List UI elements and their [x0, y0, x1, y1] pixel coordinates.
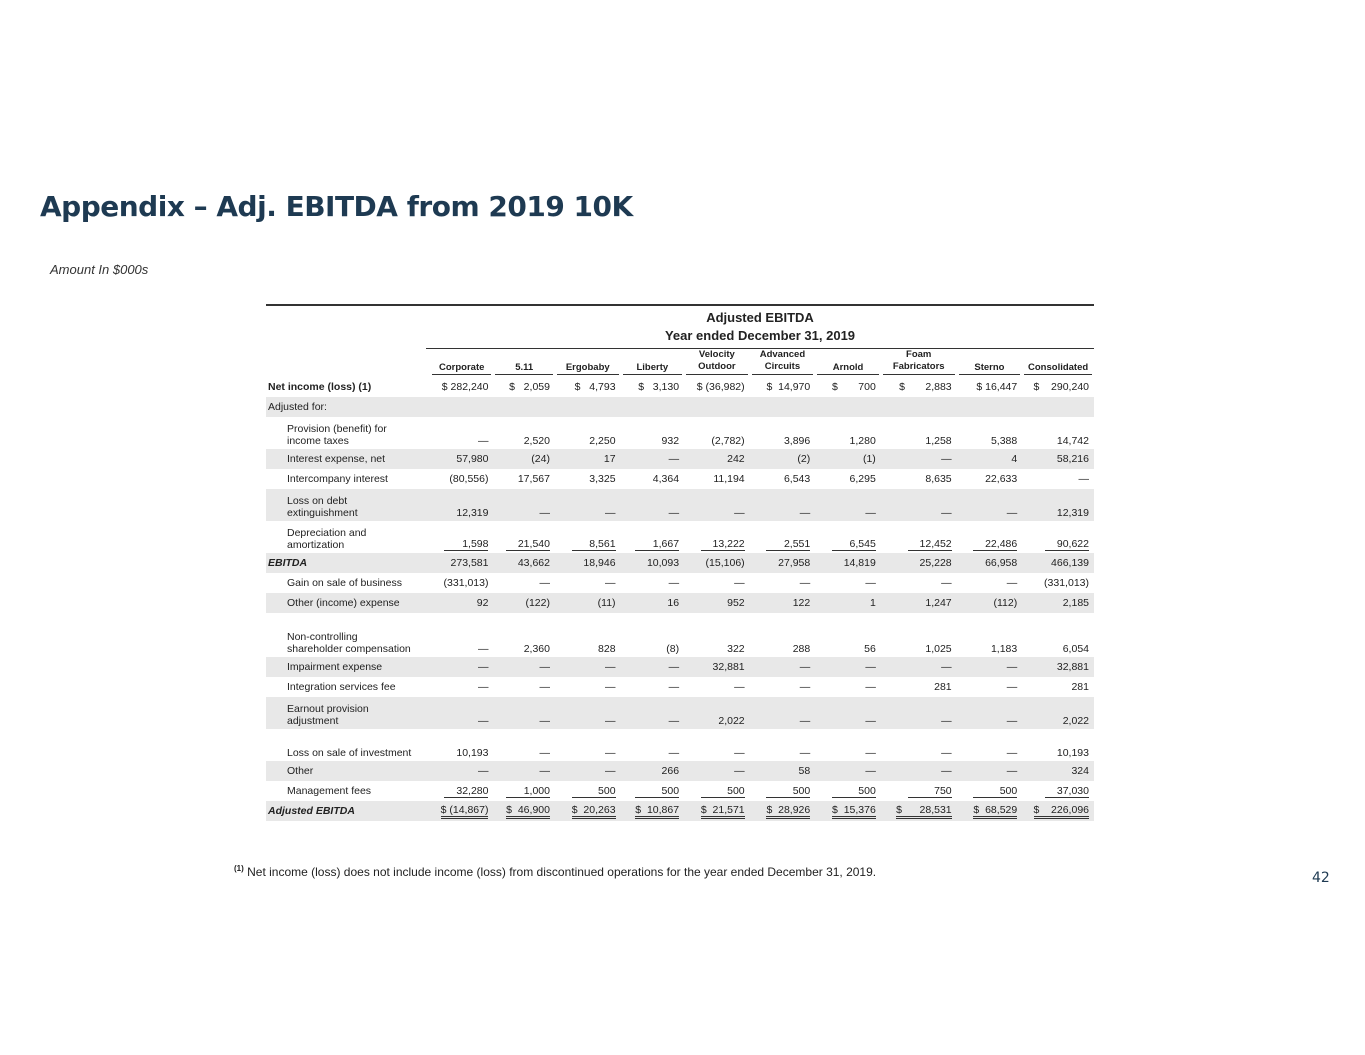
cell-value: 10,193: [456, 747, 489, 759]
cell-value: —: [750, 489, 816, 521]
cell-value: 2,551: [750, 521, 816, 553]
col-header: Arnold: [815, 349, 881, 377]
cell-value: —: [605, 577, 616, 589]
cell-value: —: [815, 697, 881, 729]
cell-value: —: [621, 449, 685, 469]
cell-value: —: [684, 489, 750, 521]
table-row: [266, 729, 1094, 761]
cell-value: —: [1078, 473, 1089, 485]
col-header: Corporate: [430, 349, 494, 377]
cell-value: 932: [661, 435, 680, 447]
table-row: [266, 761, 1094, 781]
row-label: Earnout provision adjustment: [266, 697, 430, 729]
cell-value: $ 290,240: [1033, 381, 1089, 393]
cell-value: —: [493, 761, 554, 781]
cell-value: 92: [430, 593, 494, 613]
table-row: [266, 593, 1094, 613]
cell-value: 12,319: [1022, 489, 1094, 521]
cell-value: 6,054: [1062, 643, 1089, 655]
cell-value: 32,881: [1022, 657, 1094, 677]
row-label: Provision (benefit) for income taxes: [287, 423, 387, 447]
cell-value: —: [815, 489, 881, 521]
cell-value: 66,958: [957, 553, 1023, 573]
cell-value: 273,581: [430, 553, 494, 573]
cell-value: $ 4,793: [574, 381, 616, 393]
cell-value: 90,622: [1022, 521, 1094, 553]
cell-value: 4: [957, 449, 1023, 469]
cell-value: 2,022: [684, 697, 750, 729]
cell-value: —: [621, 489, 685, 521]
cell-value: 17: [555, 449, 621, 469]
cell-value: 1: [815, 593, 881, 613]
cell-value: —: [555, 657, 621, 677]
cell-value: —: [750, 697, 816, 729]
row-label: Net income (loss) (1): [268, 381, 372, 393]
footnote-text: Net income (loss) does not include income (loss) from discontinued operations for the year ended December 31, 2019.: [243, 865, 877, 879]
cell-value: 3,325: [589, 473, 616, 485]
footnote: [234, 864, 876, 879]
cell-value: 1,247: [881, 593, 957, 613]
cell-value: 500: [957, 781, 1023, 801]
cell-value: (2): [750, 449, 816, 469]
cell-value: —: [865, 747, 876, 759]
column-header-row: [266, 349, 1094, 377]
cell-value: $ 282,240: [441, 381, 489, 393]
cell-value: 43,662: [493, 553, 554, 573]
cell-value: —: [1006, 681, 1018, 693]
cell-value: —: [734, 681, 745, 693]
cell-value: 37,030: [1022, 781, 1094, 801]
ebitda-grid: [266, 349, 1094, 821]
cell-value: 242: [684, 449, 750, 469]
row-label: Depreciation and amortization: [287, 527, 367, 551]
cell-value: 21,540: [493, 521, 554, 553]
cell-value: $ 28,531: [881, 801, 957, 821]
cell-value: —: [605, 747, 616, 759]
table-period: Year ended December 31, 2019: [426, 328, 1094, 349]
cell-value: —: [539, 747, 550, 759]
cell-value: [750, 397, 816, 417]
cell-value: 5,388: [990, 435, 1018, 447]
cell-value: 2,520: [523, 435, 550, 447]
cell-value: 288: [792, 643, 811, 655]
cell-value: —: [941, 577, 952, 589]
cell-value: 32,881: [684, 657, 750, 677]
cell-value: —: [493, 489, 554, 521]
cell-value: —: [957, 657, 1023, 677]
cell-value: 10,193: [1056, 747, 1089, 759]
cell-value: 8,635: [925, 473, 952, 485]
cell-value: [555, 397, 621, 417]
table-row: [266, 781, 1094, 801]
col-header: Sterno: [957, 349, 1023, 377]
row-label: Other (income) expense: [266, 593, 430, 613]
cell-value: —: [1006, 747, 1018, 759]
cell-value: (24): [493, 449, 554, 469]
row-label: EBITDA: [266, 553, 430, 573]
cell-value: —: [957, 697, 1023, 729]
cell-value: 27,958: [750, 553, 816, 573]
cell-value: —: [941, 747, 952, 759]
cell-value: 500: [555, 781, 621, 801]
row-label: Intercompany interest: [287, 473, 388, 485]
cell-value: 6,295: [849, 473, 876, 485]
adjusted-ebitda-table: [266, 304, 1094, 821]
cell-value: 14,742: [1056, 435, 1089, 447]
cell-value: —: [668, 577, 680, 589]
cell-value: 266: [621, 761, 685, 781]
cell-value: —: [957, 761, 1023, 781]
cell-value: $ 14,970: [766, 381, 811, 393]
cell-value: (1): [815, 449, 881, 469]
table-row: [266, 573, 1094, 593]
table-row: [266, 489, 1094, 521]
cell-value: 1,258: [925, 435, 952, 447]
cell-value: 4,364: [652, 473, 680, 485]
cell-value: 12,452: [881, 521, 957, 553]
cell-value: 952: [684, 593, 750, 613]
cell-value: —: [750, 657, 816, 677]
row-label: Gain on sale of business: [287, 577, 402, 589]
cell-value: —: [621, 657, 685, 677]
cell-value: 750: [881, 781, 957, 801]
cell-value: [1022, 397, 1094, 417]
cell-value: —: [865, 681, 876, 693]
cell-value: (122): [493, 593, 554, 613]
cell-value: $ 10,867: [621, 801, 685, 821]
cell-value: 6,545: [815, 521, 881, 553]
row-label: Loss on sale of investment: [287, 747, 412, 759]
cell-value: (15,106): [684, 553, 750, 573]
cell-value: —: [430, 697, 494, 729]
cell-value: —: [1006, 577, 1018, 589]
cell-value: 281: [1071, 681, 1089, 693]
cell-value: —: [555, 489, 621, 521]
cell-value: $ 68,529: [957, 801, 1023, 821]
cell-value: [493, 397, 554, 417]
col-header: Advanced Circuits: [750, 349, 816, 377]
cell-value: (331,013): [443, 577, 489, 589]
cell-value: —: [881, 449, 957, 469]
cell-value: 2,360: [523, 643, 550, 655]
cell-value: (2,782): [711, 435, 745, 447]
amount-note: Amount In $000s: [50, 262, 149, 277]
cell-value: —: [881, 761, 957, 781]
cell-value: —: [734, 577, 745, 589]
cell-value: $ 226,096: [1022, 801, 1094, 821]
cell-value: 58: [750, 761, 816, 781]
col-header: Foam Fabricators: [881, 349, 957, 377]
cell-value: —: [555, 761, 621, 781]
cell-value: 22,486: [957, 521, 1023, 553]
cell-value: 1,183: [990, 643, 1018, 655]
cell-value: $ (14,867): [430, 801, 494, 821]
cell-value: —: [430, 761, 494, 781]
cell-value: 8,561: [555, 521, 621, 553]
cell-value: [957, 397, 1023, 417]
cell-value: 500: [815, 781, 881, 801]
cell-value: $ 20,263: [555, 801, 621, 821]
cell-value: $ 21,571: [684, 801, 750, 821]
cell-value: $ (36,982): [696, 381, 745, 393]
cell-value: 6,543: [783, 473, 811, 485]
cell-value: —: [881, 657, 957, 677]
cell-value: 1,025: [925, 643, 952, 655]
cell-value: 32,280: [430, 781, 494, 801]
col-header: Ergobaby: [555, 349, 621, 377]
row-label: Management fees: [287, 785, 372, 797]
cell-value: —: [477, 643, 489, 655]
cell-value: 322: [727, 643, 745, 655]
cell-value: $ 2,059: [509, 381, 550, 393]
row-label: Loss on debt extinguishment: [266, 489, 430, 521]
row-label: Adjusted EBITDA: [266, 801, 430, 821]
row-label: Interest expense, net: [266, 449, 430, 469]
cell-value: —: [799, 747, 811, 759]
row-label: Impairment expense: [266, 657, 430, 677]
table-row: [266, 417, 1094, 449]
table-row: [266, 677, 1094, 697]
table-row: [266, 613, 1094, 657]
cell-value: —: [734, 747, 745, 759]
cell-value: 324: [1022, 761, 1094, 781]
cell-value: 2,250: [589, 435, 616, 447]
slide-title: Appendix – Adj. EBITDA from 2019 10K: [40, 190, 633, 223]
cell-value: 16: [621, 593, 685, 613]
cell-value: 10,093: [621, 553, 685, 573]
cell-value: 11,194: [713, 473, 745, 485]
table-row: [266, 377, 1094, 397]
table-row: [266, 553, 1094, 573]
cell-value: 58,216: [1022, 449, 1094, 469]
cell-value: 2,022: [1022, 697, 1094, 729]
row-label: Other: [266, 761, 430, 781]
cell-value: 1,280: [849, 435, 876, 447]
table-row: [266, 449, 1094, 469]
cell-value: $ 3,130: [638, 381, 680, 393]
cell-value: 57,980: [430, 449, 494, 469]
cell-value: $ 15,376: [815, 801, 881, 821]
cell-value: (331,013): [1044, 577, 1089, 589]
cell-value: 122: [750, 593, 816, 613]
cell-value: 1,667: [621, 521, 685, 553]
cell-value: —: [539, 681, 550, 693]
table-row: [266, 801, 1094, 821]
col-header: Liberty: [621, 349, 685, 377]
table-title: Adjusted EBITDA: [706, 310, 814, 325]
table-row: [266, 397, 1094, 417]
cell-value: 1,598: [430, 521, 494, 553]
row-label: Adjusted for:: [266, 397, 430, 417]
cell-value: 500: [684, 781, 750, 801]
cell-value: —: [668, 747, 680, 759]
cell-value: 13,222: [684, 521, 750, 553]
cell-value: (80,556): [449, 473, 489, 485]
row-label: Non-controlling shareholder compensation: [287, 631, 411, 655]
cell-value: —: [865, 577, 876, 589]
cell-value: $ 16,447: [976, 381, 1018, 393]
cell-value: —: [493, 657, 554, 677]
table-row: [266, 469, 1094, 489]
cell-value: —: [477, 681, 489, 693]
cell-value: 281: [934, 681, 952, 693]
cell-value: $ 700: [832, 381, 876, 393]
cell-value: (11): [555, 593, 621, 613]
cell-value: 25,228: [881, 553, 957, 573]
cell-value: 500: [750, 781, 816, 801]
cell-value: 3,896: [783, 435, 811, 447]
cell-value: 18,946: [555, 553, 621, 573]
row-label: Integration services fee: [287, 681, 396, 693]
cell-value: 2,185: [1022, 593, 1094, 613]
footnote-marker: (1): [234, 864, 244, 873]
cell-value: 17,567: [517, 473, 550, 485]
cell-value: (8): [666, 643, 680, 655]
cell-value: 56: [864, 643, 876, 655]
cell-value: [621, 397, 685, 417]
table-row: [266, 521, 1094, 553]
cell-value: 828: [598, 643, 616, 655]
cell-value: —: [477, 435, 489, 447]
cell-value: $ 28,926: [750, 801, 816, 821]
cell-value: —: [621, 697, 685, 729]
col-header: Consolidated: [1022, 349, 1094, 377]
cell-value: —: [957, 489, 1023, 521]
cell-value: —: [430, 657, 494, 677]
cell-value: 466,139: [1022, 553, 1094, 573]
page-number: 42: [1312, 870, 1330, 886]
cell-value: (112): [957, 593, 1023, 613]
cell-value: —: [799, 681, 811, 693]
cell-value: 500: [621, 781, 685, 801]
cell-value: —: [815, 761, 881, 781]
cell-value: $ 46,900: [493, 801, 554, 821]
cell-value: —: [605, 681, 616, 693]
cell-value: —: [684, 761, 750, 781]
col-header: Velocity Outdoor: [684, 349, 750, 377]
cell-value: 14,819: [815, 553, 881, 573]
cell-value: 12,319: [430, 489, 494, 521]
cell-value: —: [799, 577, 811, 589]
cell-value: —: [668, 681, 680, 693]
cell-value: —: [539, 577, 550, 589]
cell-value: [430, 397, 494, 417]
cell-value: 22,633: [985, 473, 1018, 485]
table-row: [266, 657, 1094, 677]
cell-value: —: [815, 657, 881, 677]
cell-value: —: [555, 697, 621, 729]
cell-value: —: [881, 489, 957, 521]
cell-value: 1,000: [493, 781, 554, 801]
col-header: 5.11: [493, 349, 554, 377]
cell-value: —: [493, 697, 554, 729]
cell-value: $ 2,883: [899, 381, 952, 393]
table-row: [266, 697, 1094, 729]
cell-value: —: [881, 697, 957, 729]
cell-value: [684, 397, 750, 417]
cell-value: [815, 397, 881, 417]
cell-value: [881, 397, 957, 417]
